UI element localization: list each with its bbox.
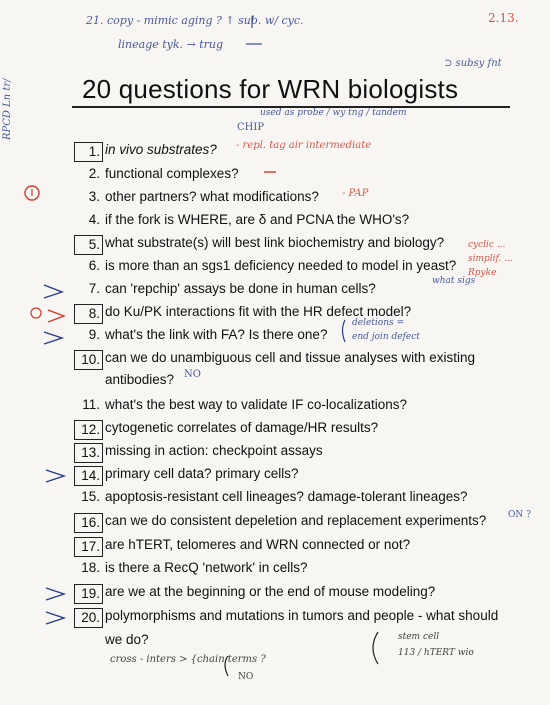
handwritten-q3-note: - PAP: [342, 188, 369, 199]
question-number: 1.: [74, 142, 103, 162]
handwritten-chip: CHIP: [237, 122, 265, 133]
question-text: can we do consistent depeletion and replacement experiments?: [105, 513, 487, 528]
question-number: 10.: [74, 350, 103, 370]
question-number: 8.: [74, 304, 103, 324]
question-number: 13.: [74, 443, 103, 463]
question-number: 16.: [74, 513, 103, 533]
question-text: are we at the beginning or the end of mouse modeling?: [105, 584, 436, 599]
handwritten-date: 2.13.: [488, 11, 519, 25]
question-number: 7.: [88, 281, 100, 296]
question-number: 15.: [81, 489, 100, 504]
question-text: apoptosis-resistant cell lineages? damage-tolerant lineages?: [105, 489, 468, 504]
handwritten-chip-note: used as probe / wy tng / tandem: [260, 108, 407, 118]
page-title: 20 questions for WRN biologists: [82, 74, 459, 104]
question-text: primary cell data? primary cells?: [105, 466, 299, 481]
question-text: can 'repchip' assays be done in human cells?: [105, 281, 376, 296]
question-text: cytogenetic correlates of damage/HR results?: [105, 420, 379, 435]
question-number: 12.: [74, 420, 103, 440]
handwritten-right-top: ⊃ subsy fnt: [444, 58, 502, 69]
question-text: what's the link with FA? Is there one?: [105, 327, 328, 342]
question-text: do Ku/PK interactions fit with the HR defect model?: [105, 304, 412, 319]
handwritten-q9-note-1: deletions =: [352, 318, 405, 328]
question-text: functional complexes?: [105, 166, 239, 181]
question-text: is more than an sgs1 deficiency needed to model in yeast?: [105, 258, 457, 273]
question-text: is there a RecQ 'network' in cells?: [105, 560, 308, 575]
question-text: are hTERT, telomeres and WRN connected or not?: [105, 537, 411, 552]
question-text: polymorphisms and mutations in tumors and people - what should: [105, 608, 499, 623]
question-number: 4.: [88, 212, 100, 227]
question-text: can we do unambiguous cell and tissue analyses with existing: [105, 350, 475, 365]
handwritten-q10-note: NO: [184, 369, 201, 380]
question-text: if the fork is WHERE, are δ and PCNA the WHO's?: [105, 212, 410, 227]
question-number: 5.: [74, 235, 103, 255]
question-text: in vivo substrates?: [105, 142, 217, 157]
question-number: 6.: [88, 258, 100, 273]
handwritten-bottom-left: cross - inters > {chain terms ?: [110, 654, 266, 665]
question-number: 20.: [74, 608, 103, 628]
handwritten-q9-note-2: end join defect: [352, 332, 420, 342]
question-text: other partners? what modifications?: [105, 189, 319, 204]
handwritten-q1-note: - repl. tag air intermediate: [236, 140, 372, 151]
handwritten-left-margin: RPCD Ln tr/: [2, 78, 13, 140]
question-number: 14.: [74, 466, 103, 486]
handwritten-q7-note: what sigs: [432, 276, 476, 286]
handwritten-bottom-no: NO: [238, 672, 254, 682]
handwritten-bottom-right-1: stem cell: [398, 632, 440, 642]
question-text: what substrate(s) will best link biochemistry and biology?: [105, 235, 445, 250]
question-text-continued: antibodies?: [105, 372, 175, 387]
handwritten-top-line: 21. copy - mimic aging ? ↑ sub. w/ cyc.: [86, 14, 304, 27]
question-number: 17.: [74, 537, 103, 557]
question-number: 2.: [88, 166, 100, 181]
question-number: 19.: [74, 584, 103, 604]
handwritten-right-margin-note: cyclic ... simplif. ... Rpyke: [468, 240, 513, 278]
question-text: what's the best way to validate IF co-localizations?: [105, 397, 407, 412]
question-number: 9.: [88, 327, 100, 342]
handwritten-q16-note: ON ?: [508, 510, 531, 520]
question-number: 18.: [81, 560, 100, 575]
question-number: 11.: [82, 397, 100, 412]
handwritten-bottom-right-2: 113 / hTERT wio: [398, 648, 474, 658]
question-text: missing in action: checkpoint assays: [105, 443, 323, 458]
handwritten-top-line-2: lineage tyk. → trug: [118, 38, 224, 51]
question-text-continued: we do?: [105, 632, 149, 647]
question-number: 3.: [88, 189, 100, 204]
